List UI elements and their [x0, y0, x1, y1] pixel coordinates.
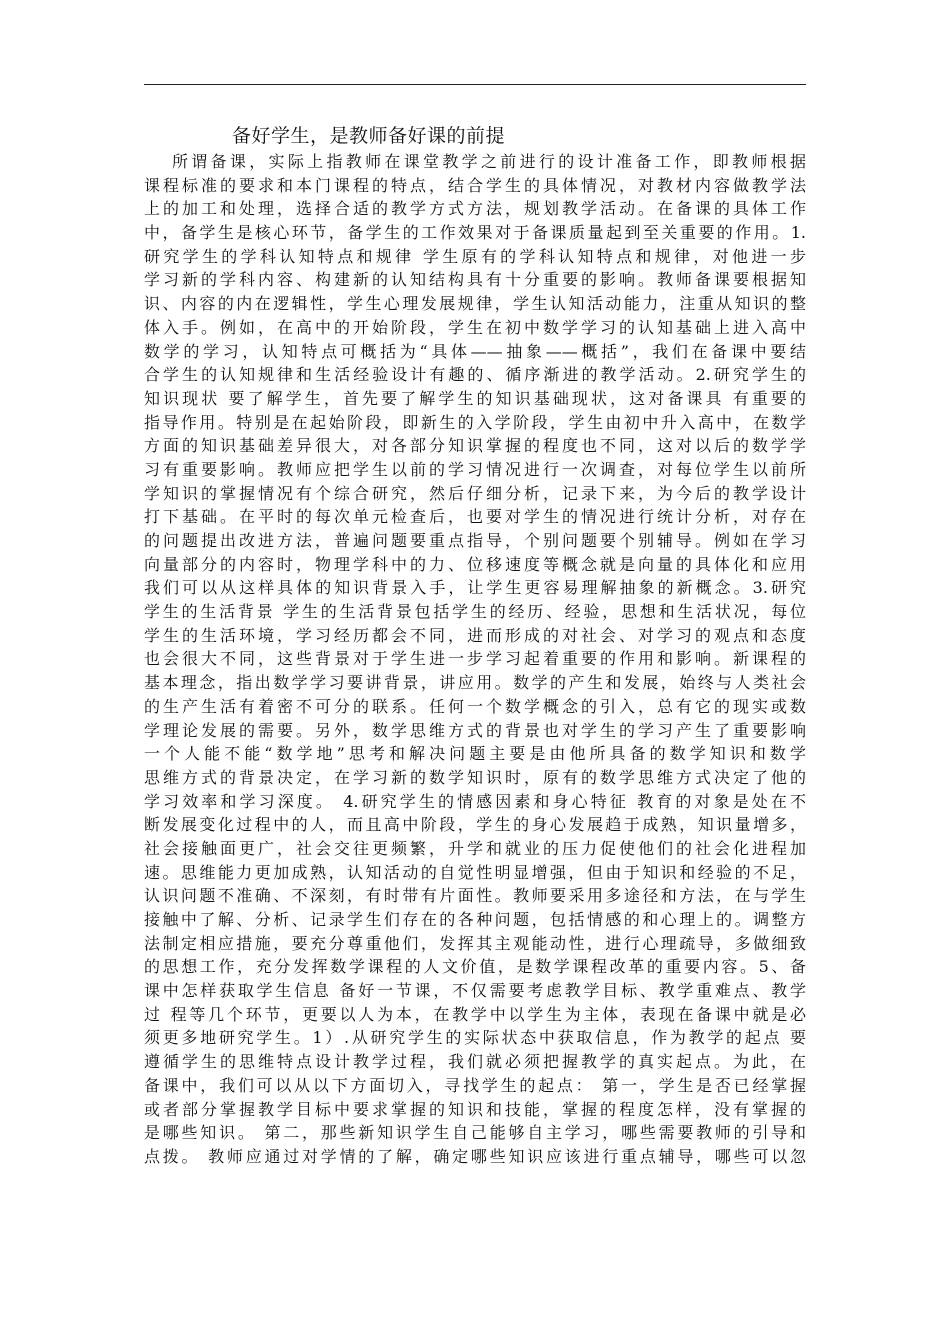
body-line: 须更多地研究学生。1）.从研究学生的实际状态中获取信息，作为教学的起点 要 — [144, 1028, 806, 1048]
document-body — [144, 150, 806, 1169]
body-line: 上的加工和处理，选择合适的教学方式方法，规划教学活动。在备课的具体工作 — [144, 199, 806, 219]
body-line: 研究学生的学科认知特点和规律 学生原有的学科认知特点和规律，对他进一步 — [144, 246, 806, 266]
body-line: 学知识的掌握情况有个综合研究，然后仔细分析，记录下来，为今后的教学设计 — [144, 483, 806, 503]
body-line: 向量部分的内容时，物理学科中的力、位移速度等概念就是向量的具体化和应用 — [144, 554, 806, 574]
body-line: 课中怎样获取学生信息 备好一节课，不仅需要考虑教学目标、教学重难点、教学 — [144, 981, 806, 1001]
body-line: 课程标准的要求和本门课程的特点，结合学生的具体情况，对教材内容做教学法 — [144, 175, 806, 195]
body-line: 打下基础。在平时的每次单元检查后，也要对学生的情况进行统计分析，对存在 — [144, 507, 806, 527]
body-line: 学理论发展的需要。另外，数学思维方式的背景也对学生的学习产生了重要影响 — [144, 720, 806, 740]
body-line: 习有重要影响。教师应把学生以前的学习情况进行一次调查，对每位学生以前所 — [144, 459, 806, 479]
body-line: 社会接触面更广，社会交往更频繁，升学和就业的压力促使他们的社会化进程加 — [144, 838, 806, 858]
body-line: 也会很大不同，这些背景对于学生进一步学习起着重要的作用和影响。新课程的 — [144, 649, 806, 669]
document-title: 备好学生，是教师备好课的前提 — [232, 125, 506, 147]
body-line: 学生的生活背景 学生的生活背景包括学生的经历、经验，思想和生活状况，每位 — [144, 602, 806, 622]
body-line: 断发展变化过程中的人，而且高中阶段，学生的身心发展趋于成熟，知识量增多， — [144, 815, 806, 835]
body-line: 是哪些知识。 第二，那些新知识学生自己能够自主学习，哪些需要教师的引导和 — [144, 1123, 806, 1143]
body-line: 法制定相应措施，要充分尊重他们，发挥其主观能动性，进行心理疏导，多做细致 — [144, 933, 806, 953]
body-line: 学生的生活环境，学习经历都会不同，进而形成的对社会、对学习的观点和态度 — [144, 625, 806, 645]
body-line: 接触中了解、分析、记录学生们存在的各种问题，包括情感的和心理上的。调整方 — [144, 910, 806, 929]
body-line: 数学的学习，认知特点可概括为“具体——抽象——概括”，我们在备课中要结 — [144, 341, 806, 361]
body-line: 学习效率和学习深度。 4.研究学生的情感因素和身心特征 教育的对象是处在不 — [144, 791, 806, 811]
body-line: 识、内容的内在逻辑性，学生心理发展规律，学生认知活动能力，注重从知识的整 — [144, 294, 806, 314]
body-line: 中，备学生是核心环节，备学生的工作效果对于备课质量起到至关重要的作用。1. — [144, 223, 806, 243]
body-line: 或者部分掌握教学目标中要求掌握的知识和技能，掌握的程度怎样，没有掌握的 — [144, 1099, 806, 1119]
body-line: 的思想工作，充分发挥数学课程的人文价值，是数学课程改革的重要内容。5、备 — [144, 957, 806, 977]
body-line: 一个人能不能“数学地”思考和解决问题主要是由他所具备的数学知识和数学 — [144, 744, 806, 764]
body-line: 指导作用。特别是在起始阶段，即新生的入学阶段，学生由初中升入高中，在数学 — [144, 412, 806, 432]
body-line: 我们可以从这样具体的知识背景入手，让学生更容易理解抽象的新概念。3.研究 — [144, 578, 806, 598]
body-line: 所谓备课，实际上指教师在课堂教学之前进行的设计准备工作，即教师根据 — [172, 152, 806, 171]
header-rule — [144, 84, 806, 85]
body-line: 备课中，我们可以从以下方面切入，寻找学生的起点： 第一，学生是否已经掌握 — [144, 1075, 806, 1095]
body-line: 基本理念，指出数学学习要讲背景，讲应用。数学的产生和发展，始终与人类社会 — [144, 673, 806, 693]
body-line: 点拨。 教师应通过对学情的了解，确定哪些知识应该进行重点辅导，哪些可以忽 — [144, 1146, 806, 1166]
body-line: 遵循学生的思维特点设计教学过程，我们就必须把握教学的真实起点。为此，在 — [144, 1052, 806, 1072]
body-line: 认识问题不准确、不深刻，有时带有片面性。教师要采用多途径和方法，在与学生 — [144, 886, 806, 906]
body-line: 的生产生活有着密不可分的联系。任何一个数学概念的引入，总有它的现实或数 — [144, 696, 806, 716]
body-line: 过 程等几个环节，更要以人为本，在教学中以学生为主体，表现在备课中就是必 — [144, 1004, 806, 1024]
body-line: 学习新的学科内容、构建新的认知结构具有十分重要的影响。教师备课要根据知 — [144, 270, 806, 290]
body-line: 方面的知识基础差异很大，对各部分知识掌握的程度也不同，这对以后的数学学 — [144, 436, 806, 456]
body-line: 知识现状 要了解学生，首先要了解学生的知识基础现状，这对备课具 有重要的 — [144, 388, 806, 408]
body-line: 速。思维能力更加成熟，认知活动的自觉性明显增强，但由于知识和经验的不足， — [144, 862, 806, 882]
body-line: 的问题提出改进方法，普遍问题要重点指导，个别问题要个别辅导。例如在学习 — [144, 531, 806, 550]
body-line: 思维方式的背景决定，在学习新的数学知识时，原有的数学思维方式决定了他的 — [144, 767, 806, 787]
body-line: 合学生的认知规律和生活经验设计有趣的、循序渐进的教学活动。2.研究学生的 — [144, 365, 806, 385]
body-line: 体入手。例如，在高中的开始阶段，学生在初中数学学习的认知基础上进入高中 — [144, 317, 806, 337]
